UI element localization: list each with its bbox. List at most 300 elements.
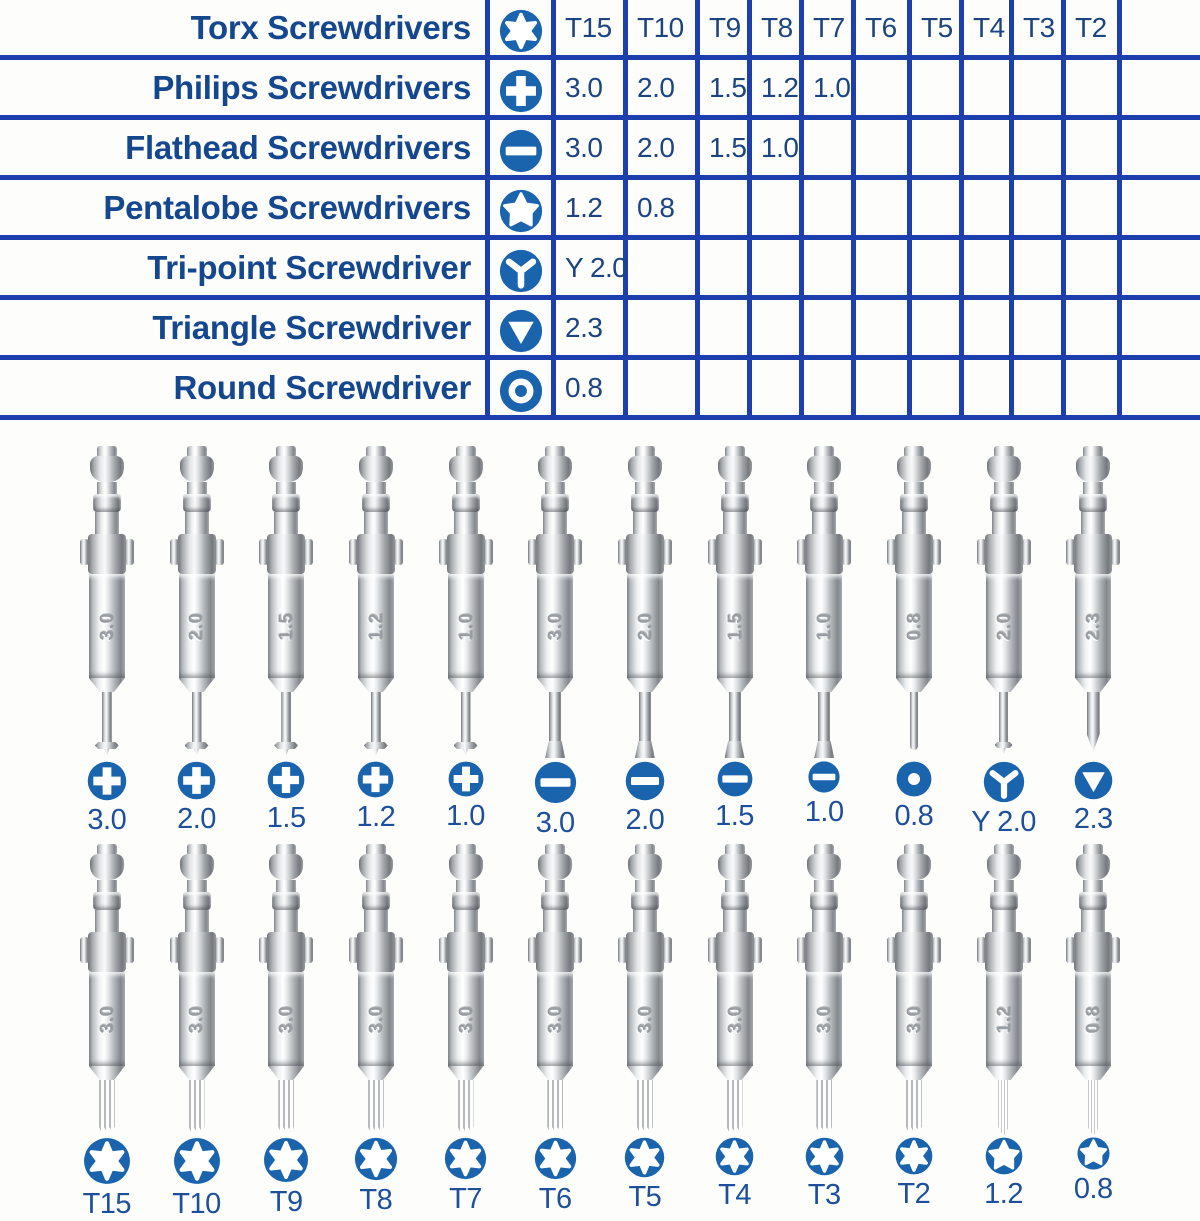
bit-body [627, 972, 663, 1066]
value-cell [964, 300, 1014, 355]
bit-upper-shaft [992, 512, 1016, 534]
value-cell [856, 360, 912, 415]
bit-taper [89, 678, 125, 692]
bit-knob [718, 854, 752, 880]
triangle-icon [1073, 760, 1114, 801]
bit-engraving: 3.0 [903, 1004, 924, 1034]
table-row [0, 300, 1200, 360]
bit-column [1048, 446, 1138, 840]
bit-column [241, 844, 331, 1221]
bit-collar [895, 932, 933, 972]
bit-upper-shaft [902, 910, 926, 932]
value-cell: 1.5 [700, 60, 752, 115]
bit-groove-ring [93, 892, 121, 910]
filler-cell [1122, 180, 1200, 235]
torx-icon [353, 1136, 399, 1182]
bit-body [179, 574, 215, 678]
bit-row-torx-pentalobe [0, 844, 1200, 1221]
torx-icon [498, 8, 544, 54]
bit-tip [458, 1080, 474, 1132]
bit-illustration [626, 446, 664, 754]
row-label: Flathead Screwdrivers [0, 120, 490, 175]
bit-neck [545, 482, 565, 494]
bit-body [537, 574, 573, 678]
bit-groove-ring [541, 494, 569, 512]
bit-size-label: 2.0 [177, 803, 216, 835]
bit-groove-ring [721, 494, 749, 512]
bit-groove-ring [452, 892, 480, 910]
bit-knob [180, 456, 214, 482]
bit-size-label: 3.0 [535, 807, 575, 839]
bit-top-nub [1083, 446, 1103, 456]
value-cell: 1.0 [752, 120, 804, 175]
bit-body [717, 574, 753, 678]
bit-illustration [895, 844, 933, 1130]
bit-tip [814, 692, 834, 758]
round-icon [498, 368, 544, 414]
bit-taper [806, 678, 842, 692]
bit-illustration [178, 844, 216, 1130]
value-cell: 3.0 [556, 120, 628, 175]
bit-column [62, 844, 152, 1221]
bit-knob [1076, 854, 1110, 880]
bit-column [600, 446, 690, 840]
bit-knob [538, 456, 572, 482]
bit-upper-shaft [812, 512, 836, 534]
table-row [0, 180, 1200, 240]
bit-upper-shaft [633, 910, 657, 932]
bit-collar [1074, 932, 1112, 972]
bit-taper [268, 1066, 304, 1080]
bit-groove-ring [272, 892, 300, 910]
bit-column [421, 446, 511, 840]
bit-collar [536, 534, 574, 574]
value-cell [752, 240, 804, 295]
bit-top-nub [276, 844, 296, 854]
bit-size-label: T2 [897, 1178, 931, 1210]
bit-groove-ring [990, 892, 1018, 910]
bit-upper-shaft [185, 910, 209, 932]
value-cell [1014, 120, 1066, 175]
round-icon [895, 760, 933, 798]
value-cell: T9 [700, 0, 752, 55]
flathead-icon [533, 760, 578, 805]
bit-size-label: T9 [269, 1186, 303, 1218]
value-cell [1066, 240, 1122, 295]
row-label: Tri-point Screwdriver [0, 240, 490, 295]
bit-body [537, 972, 573, 1066]
bit-upper-shaft [633, 512, 657, 534]
bit-engraving: 0.8 [903, 611, 924, 641]
bit-neck [725, 482, 745, 494]
bit-knob [90, 456, 124, 482]
bit-size-label: T8 [359, 1184, 393, 1216]
bit-upper-shaft [185, 512, 209, 534]
bit-taper [717, 1066, 753, 1080]
value-cell: 1.0 [804, 60, 856, 115]
bit-body [268, 574, 304, 678]
torx-icon [714, 1136, 755, 1177]
bit-neck [1083, 482, 1103, 494]
value-cell [752, 180, 804, 235]
value-cell [912, 240, 964, 295]
bit-upper-shaft [364, 512, 388, 534]
bit-tip [452, 692, 480, 756]
bit-engraving: 3.0 [813, 1004, 834, 1034]
bit-knob [807, 854, 841, 880]
torx-icon [894, 1136, 934, 1176]
bit-top-nub [366, 844, 386, 854]
filler-cell [1122, 300, 1200, 355]
bit-body [358, 574, 394, 678]
value-cell [804, 240, 856, 295]
bit-neck [456, 880, 476, 892]
bit-engraving: 3.0 [455, 1004, 476, 1034]
bit-engraving: 3.0 [724, 1004, 745, 1034]
bit-upper-shaft [364, 910, 388, 932]
bit-groove-ring [362, 892, 390, 910]
value-cell [964, 240, 1014, 295]
bit-knob [628, 854, 662, 880]
table-row [0, 240, 1200, 300]
philips-icon [176, 760, 217, 801]
bit-top-nub [904, 446, 924, 456]
bit-top-nub [635, 446, 655, 456]
bit-body [1075, 972, 1111, 1066]
flathead-icon [624, 760, 666, 802]
value-cell: 1.2 [556, 180, 628, 235]
bit-size-label: 1.5 [266, 802, 306, 834]
flathead-icon [716, 760, 754, 798]
bit-collar [447, 932, 485, 972]
bit-collar [805, 932, 843, 972]
value-cell [804, 300, 856, 355]
bit-size-label: 1.2 [356, 801, 396, 833]
value-cell: 0.8 [628, 180, 700, 235]
row-label: Triangle Screwdriver [0, 300, 490, 355]
bit-top-nub [276, 446, 296, 456]
row-icon-cell [490, 300, 556, 355]
bit-illustration [985, 844, 1023, 1130]
bit-neck [187, 482, 207, 494]
bit-size-label: 3.0 [87, 804, 127, 836]
value-cell [1066, 120, 1122, 175]
bit-engraving: 1.2 [993, 1004, 1014, 1034]
torx-icon [443, 1136, 488, 1181]
bit-neck [456, 482, 476, 494]
bit-tip [635, 692, 655, 758]
bit-body [448, 574, 484, 678]
bit-column [959, 446, 1049, 840]
bit-neck [635, 482, 655, 494]
bit-taper [986, 678, 1022, 692]
value-cell [856, 180, 912, 235]
pentalobe-icon [498, 188, 544, 234]
value-cell [912, 300, 964, 355]
bit-taper [537, 1066, 573, 1080]
bit-taper [1075, 1066, 1111, 1080]
bit-neck [904, 482, 924, 494]
bit-size-label: 1.0 [446, 800, 485, 832]
bit-neck [366, 482, 386, 494]
bit-body [717, 972, 753, 1066]
value-cell [628, 240, 700, 295]
bit-row-philips-flathead-special [0, 446, 1200, 840]
bit-taper [806, 1066, 842, 1080]
value-cell: T3 [1014, 0, 1066, 55]
bit-size-label: Y 2.0 [971, 806, 1036, 838]
bit-collar [716, 534, 754, 574]
bit-tip [272, 692, 300, 756]
bit-collar [626, 932, 664, 972]
bit-neck [994, 482, 1014, 494]
bit-knob [807, 456, 841, 482]
bit-body [89, 972, 125, 1066]
bit-top-nub [545, 844, 565, 854]
value-cell [856, 60, 912, 115]
bit-collar [267, 932, 305, 972]
bit-column [869, 844, 959, 1221]
bit-engraving: 2.0 [993, 611, 1014, 641]
bit-knob [180, 854, 214, 880]
bit-upper-shaft [274, 910, 298, 932]
bit-taper [986, 1066, 1022, 1080]
bit-tip [99, 1080, 115, 1132]
value-cell [912, 120, 964, 175]
bit-size-label: T6 [538, 1183, 572, 1215]
bit-taper [627, 678, 663, 692]
value-cell [752, 360, 804, 415]
bit-engraving: 3.0 [275, 1004, 296, 1034]
bit-taper [358, 678, 394, 692]
bit-neck [814, 880, 834, 892]
bit-taper [179, 678, 215, 692]
bit-upper-shaft [543, 910, 567, 932]
bit-knob [987, 456, 1021, 482]
bit-groove-ring [541, 892, 569, 910]
row-icon-cell [490, 120, 556, 175]
bit-knob [359, 456, 393, 482]
pentalobe-icon [984, 1136, 1024, 1176]
row-label: Philips Screwdrivers [0, 60, 490, 115]
bit-tip [998, 1080, 1009, 1136]
bit-illustration [357, 446, 395, 754]
value-cell [1014, 60, 1066, 115]
bit-engraving: 3.0 [634, 1004, 655, 1034]
bit-size-label: 2.0 [625, 804, 665, 836]
bit-taper [717, 678, 753, 692]
bit-collar [985, 534, 1023, 574]
filler-cell [1122, 120, 1200, 175]
value-cell [628, 300, 700, 355]
value-cell [628, 360, 700, 415]
triangle-icon [498, 308, 544, 354]
row-label: Torx Screwdrivers [0, 0, 490, 55]
bit-column [152, 844, 242, 1221]
row-icon-cell [490, 360, 556, 415]
bit-neck [994, 880, 1014, 892]
bit-taper [358, 1066, 394, 1080]
bit-neck [545, 880, 565, 892]
value-cell [856, 120, 912, 175]
bit-groove-ring [990, 494, 1018, 512]
bit-top-nub [635, 844, 655, 854]
bit-upper-shaft [454, 910, 478, 932]
bit-upper-shaft [1081, 512, 1105, 534]
value-cell [964, 360, 1014, 415]
bit-tip [910, 692, 918, 750]
bit-groove-ring [631, 892, 659, 910]
bit-top-nub [814, 446, 834, 456]
value-cell: T7 [804, 0, 856, 55]
bit-body [986, 574, 1022, 678]
bit-tip [727, 1080, 743, 1132]
value-cell [1014, 300, 1066, 355]
bit-size-label: 1.2 [984, 1178, 1023, 1210]
bit-knob [718, 456, 752, 482]
bit-neck [276, 482, 296, 494]
bit-groove-ring [900, 892, 928, 910]
bit-knob [987, 854, 1021, 880]
philips-icon [356, 760, 395, 799]
value-cell [1066, 360, 1122, 415]
bit-top-nub [97, 446, 117, 456]
bit-tip [725, 692, 745, 758]
philips-icon [498, 68, 544, 114]
bit-groove-ring [721, 892, 749, 910]
value-cell [912, 360, 964, 415]
bit-upper-shaft [543, 512, 567, 534]
bit-upper-shaft [902, 512, 926, 534]
bit-tip [1082, 692, 1104, 752]
bit-top-nub [545, 446, 565, 456]
row-icon-cell [490, 0, 556, 55]
bit-top-nub [1083, 844, 1103, 854]
bit-engraving: 3.0 [186, 1004, 206, 1034]
bit-illustration [1074, 446, 1112, 754]
bit-engraving: 1.2 [365, 611, 386, 641]
torx-icon [623, 1136, 666, 1179]
compatibility-table [0, 0, 1200, 420]
row-label: Pentalobe Screwdrivers [0, 180, 490, 235]
bit-groove-ring [272, 494, 300, 512]
bit-size-label: T7 [449, 1183, 482, 1215]
bit-body [627, 574, 663, 678]
pentalobe-icon [1076, 1136, 1111, 1171]
bit-neck [814, 482, 834, 494]
bit-engraving: 0.8 [1082, 1004, 1103, 1034]
bit-knob [897, 456, 931, 482]
bit-engraving: 2.0 [634, 611, 655, 641]
value-cell: 1.2 [752, 60, 804, 115]
bit-body [806, 972, 842, 1066]
value-cell [912, 60, 964, 115]
bit-knob [449, 456, 483, 482]
bit-knob [90, 854, 124, 880]
bit-taper [89, 1066, 125, 1080]
value-cell [1066, 300, 1122, 355]
bit-collar [357, 932, 395, 972]
value-cell: T5 [912, 0, 964, 55]
value-cell [700, 300, 752, 355]
bit-tip [1088, 1080, 1099, 1136]
bit-upper-shaft [1081, 910, 1105, 932]
bit-upper-shaft [723, 910, 747, 932]
philips-icon [86, 760, 128, 802]
bit-top-nub [904, 844, 924, 854]
bit-taper [896, 1066, 932, 1080]
bit-top-nub [97, 844, 117, 854]
value-cell: 2.3 [556, 300, 628, 355]
bit-groove-ring [810, 494, 838, 512]
bit-neck [1083, 880, 1103, 892]
bit-neck [904, 880, 924, 892]
bit-knob [449, 854, 483, 880]
value-cell [964, 180, 1014, 235]
bit-top-nub [725, 844, 745, 854]
bit-groove-ring [93, 494, 121, 512]
value-cell [1014, 240, 1066, 295]
bit-illustration [267, 446, 305, 754]
flathead-icon [498, 128, 544, 174]
value-cell: 2.0 [628, 120, 700, 175]
bit-knob [897, 854, 931, 880]
filler-cell [1122, 240, 1200, 295]
bit-groove-ring [183, 892, 211, 910]
bit-neck [366, 880, 386, 892]
bit-top-nub [725, 446, 745, 456]
bit-illustration [716, 446, 754, 754]
value-cell: T4 [964, 0, 1014, 55]
bit-column [779, 446, 869, 840]
flathead-icon [807, 760, 841, 794]
bit-collar [88, 534, 126, 574]
torx-icon [262, 1136, 310, 1184]
bit-neck [97, 482, 117, 494]
bit-engraving: 2.0 [186, 611, 206, 641]
value-cell [1014, 360, 1066, 415]
bit-body [179, 972, 215, 1066]
bit-engraving: 1.5 [724, 611, 745, 641]
bit-illustration [447, 844, 485, 1130]
bit-size-label: 0.8 [894, 800, 934, 832]
bit-size-label: 1.5 [715, 800, 754, 832]
bit-knob [269, 854, 303, 880]
bit-illustration [447, 446, 485, 754]
tripoint-icon [982, 760, 1026, 804]
bit-illustration [1074, 844, 1112, 1130]
value-cell: T10 [628, 0, 700, 55]
table-row [0, 0, 1200, 60]
bit-upper-shaft [95, 512, 119, 534]
tripoint-icon [498, 248, 544, 294]
bit-collar [626, 534, 664, 574]
table-row [0, 360, 1200, 420]
bit-knob [359, 854, 393, 880]
value-cell: T8 [752, 0, 804, 55]
bit-engraving: 3.0 [96, 1004, 117, 1034]
bit-top-nub [366, 446, 386, 456]
bit-body [448, 972, 484, 1066]
bit-top-nub [456, 844, 476, 854]
bit-upper-shaft [723, 512, 747, 534]
bit-top-nub [187, 446, 207, 456]
bit-neck [725, 880, 745, 892]
value-cell [804, 360, 856, 415]
bit-illustration [895, 446, 933, 754]
bit-size-label: 1.0 [804, 796, 844, 828]
bit-engraving: 3.0 [96, 611, 117, 641]
